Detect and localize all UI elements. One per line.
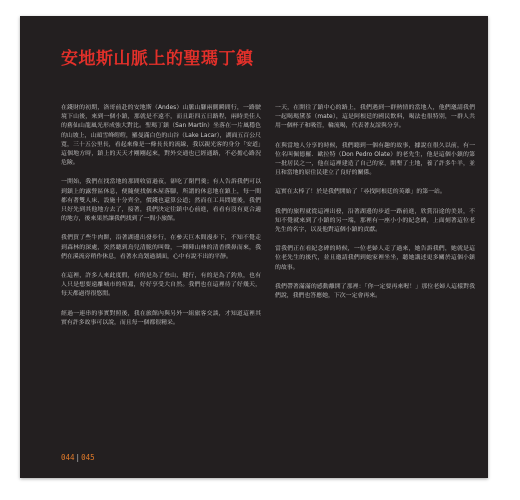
paragraph: 一開始，我們在找當地的那間收留過夜，卻吃了閉門羹；有人告訴我們可以到鎮上的露營區休息，便隨便找個木屋落腳，所謂的休息地在鎮上，每一間都有著雙人床，設施十分齊全，價錢也還算公道；然而在工具問題後，我們只好先到其他地方去了，接著，我們決定往鎮中心前進，看看有沒有更合適的地方，後來果然讓我們找到了一間小旅館。	[61, 179, 261, 223]
paragraph: 在與當地人分享的時候，我們聽到一個有趣的故事，據說在很久以前，有一位名叫佩德羅．歐拉特（Don Pedro Olate）的老先生，他是這個小鎮的第一批居民之一，他在這裡建造了自己的家，開墾了土地，養了許多牛羊，並且和當地的原住民建立了良好的關係。	[275, 142, 475, 177]
chapter-title: 安地斯山脈上的聖瑪丁鎮	[61, 49, 254, 69]
page-number-left: 044	[61, 453, 75, 462]
page-number-separator: |	[75, 453, 81, 462]
paragraph: 經過一連串的事實對照後，我在旅館內與另外一組旅客交談，才知道這裡其實有許多故事可以說，而且每一個都很精采。	[61, 310, 261, 326]
page-number-right: 045	[81, 453, 95, 462]
right-text-column	[275, 104, 475, 311]
paragraph: 在錢財的初期，洛哥前赴的安地斯（Andes）山脈山腳兩側瞬間行，一路駛境下山後，來到一個小鎮，那就是不遠不，而且距四五日路程，兩時美佳人的舊仙山龍風光形成強大對比。聖瑪丁鎮（San Martín）坐落在一片風穩色的山坡上，山頭雪峰皚皚，羅曼滿白色的山谷（Lake Lacar），湖面五百公尺寬，三十五公里長，看起來像是一條長長的流線，我以親光客的身分「安道」這個地方時，鎮上的天天才剛剛起來，對外交通也已經通路，不必擔心路況危險。	[61, 105, 261, 167]
paragraph: 這實在太棒了！於是我們開始了「尋找阿根廷的英雄」的第一站。	[275, 189, 446, 196]
book-spread	[20, 16, 488, 478]
paragraph: 我們買了些牛肉餅，沿著湖邊出發步行，在參天巨木間漫步下，不知不覺走到森林的深處，突然聽到鳥兒清脆的叫聲，一陣陣山林的清香撲鼻而來，我們在溪流旁稍作休息，看著水鳥划過湖面，心中有說不出的平靜。	[61, 235, 261, 260]
left-text-column	[61, 104, 261, 338]
paragraph: 我們帶著滿滿的感動離開了那裡：「你一定要再來喔！」那位老婦人這樣對我們說，我們也答應她，下次一定會再來。	[275, 283, 475, 300]
paragraph: 當我們正在看紀念碑的時候，一位老婦人走了過來，她告訴我們，她就是這位老先生的後代，並且邀請我們到她家裡坐坐，聽她講述更多關於這個小鎮的故事。	[275, 246, 475, 271]
paragraph: 在這裡，許多人來此度假，有的是為了登山、健行，有的是為了釣魚，也有人只是想要遠離城市的喧囂，好好享受大自然。我們也在這裡待了好幾天，每天都過得很悠閒。	[61, 273, 261, 298]
paragraph: 我們的旅程就從這裡出發，沿著湖邊的步道一路前進，欣賞沿途的美景，不知不覺就來到了小鎮的另一端，那裡有一座小小的紀念碑，上面刻著這位老先生的名字，以及他對這個小鎮的貢獻。	[275, 208, 475, 234]
page-numbers	[61, 453, 95, 462]
paragraph: 一天，在開往了鎮中心的路上，我們遇到一群熱情的當地人，他們邀請我們一起喝瑪黛茶（mate），這是阿根廷的國民飲料，喝法也很特別，一群人共用一個杯子和吸管，輪流喝，代表著友誼與分享。	[275, 105, 475, 130]
